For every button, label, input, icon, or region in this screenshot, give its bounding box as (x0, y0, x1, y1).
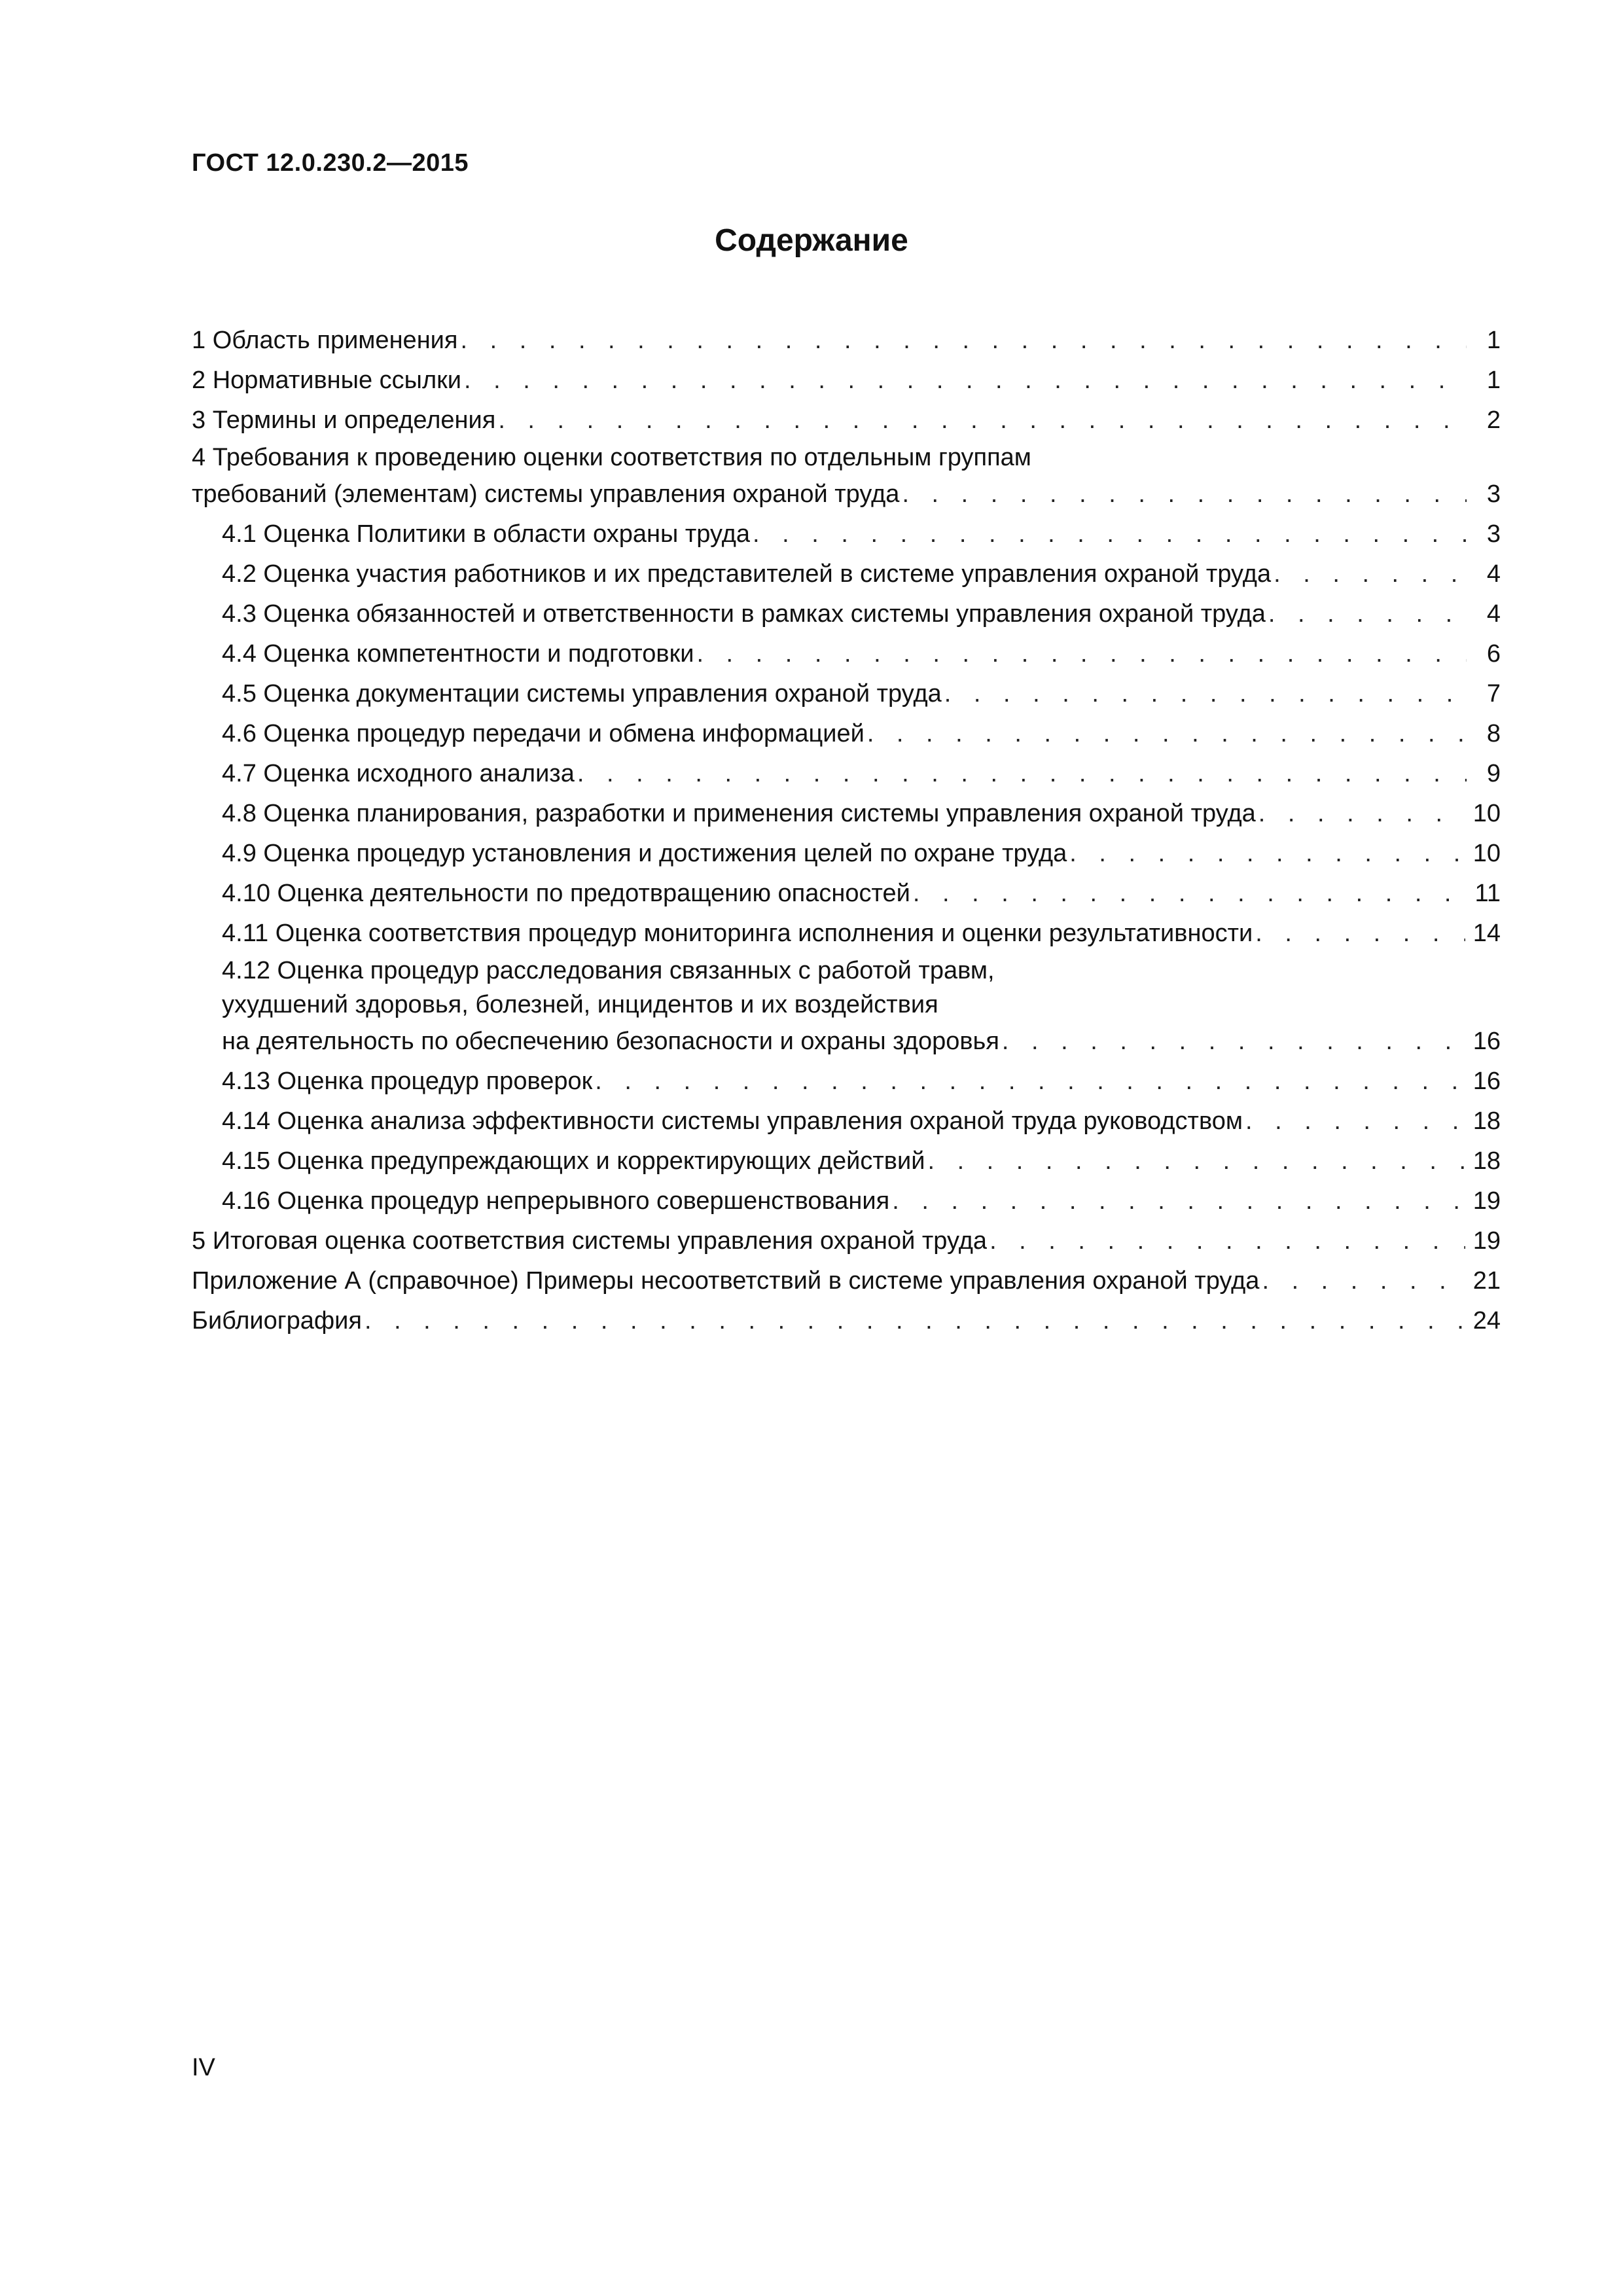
toc-entry-page: 3 (1486, 480, 1501, 508)
dot-leader (892, 1181, 1465, 1221)
toc-entry-page: 7 (1486, 680, 1501, 708)
toc-entry[interactable] (192, 674, 1501, 714)
toc-entry[interactable] (192, 834, 1501, 874)
toc-entry[interactable] (192, 1141, 1501, 1181)
toc-entry-main-line (192, 321, 1501, 361)
toc-entry-page: 1 (1486, 367, 1501, 394)
toc-entry-page: 18 (1472, 1147, 1501, 1175)
dot-leader (944, 674, 1467, 714)
toc-entry-main-line (222, 754, 1501, 794)
dot-leader (902, 475, 1467, 514)
toc-entry-page: 2 (1486, 406, 1501, 434)
toc-entry[interactable] (192, 754, 1501, 794)
toc-entry-page: 16 (1472, 1028, 1501, 1055)
dot-leader (1245, 1102, 1465, 1141)
toc-entry-main-line (222, 514, 1501, 554)
dot-leader (1258, 794, 1465, 834)
toc-entry[interactable] (192, 1062, 1501, 1102)
toc-entry-page: 21 (1472, 1267, 1501, 1295)
toc-entry[interactable] (192, 1301, 1501, 1341)
toc-entry[interactable] (192, 874, 1501, 914)
dot-leader (1262, 1261, 1465, 1301)
toc-entry-page: 16 (1472, 1067, 1501, 1095)
table-of-contents (192, 321, 1501, 1341)
toc-entry[interactable] (192, 401, 1501, 440)
toc-entry-title: 4.5 Оценка документации системы управления охраной труда (222, 680, 942, 708)
toc-entry-title: 2 Нормативные ссылки (192, 367, 461, 394)
dot-leader (1069, 834, 1465, 874)
toc-entry-main-line (222, 834, 1501, 874)
toc-entry-page: 19 (1472, 1227, 1501, 1255)
dot-leader (498, 401, 1467, 440)
toc-entry-title: 4.14 Оценка анализа эффективности системы управления охраной труда руководством (222, 1107, 1243, 1135)
toc-entry[interactable] (192, 1102, 1501, 1141)
toc-entry[interactable] (192, 514, 1501, 554)
toc-entry-title: 4.4 Оценка компетентности и подготовки (222, 640, 694, 668)
dot-leader (1002, 1022, 1465, 1062)
toc-entry-page: 6 (1486, 640, 1501, 668)
dot-leader (990, 1221, 1465, 1261)
dot-leader (1255, 914, 1465, 954)
toc-entry-page: 3 (1486, 520, 1501, 548)
toc-entry-main-line (192, 1301, 1501, 1341)
toc-entry-main-line (192, 1261, 1501, 1301)
toc-entry-title: 4.10 Оценка деятельности по предотвращению опасностей (222, 880, 910, 907)
toc-entry-page: 1 (1486, 327, 1501, 354)
toc-entry-page: 10 (1472, 800, 1501, 827)
dot-leader (913, 874, 1467, 914)
toc-entry[interactable] (192, 1261, 1501, 1301)
toc-entry-line: 4 Требования к проведению оценки соответствия по отдельным группам (192, 444, 1031, 471)
toc-entry[interactable] (192, 634, 1501, 674)
toc-entry[interactable] (192, 440, 1501, 514)
toc-entry-title: 4.6 Оценка процедур передачи и обмена информацией (222, 720, 865, 747)
toc-entry-main-line (222, 874, 1501, 914)
dot-leader (595, 1062, 1465, 1102)
toc-entry-main-line (222, 674, 1501, 714)
dot-leader (867, 714, 1467, 754)
toc-entry-main-line (222, 594, 1501, 634)
toc-entry-title: 3 Термины и определения (192, 406, 496, 434)
toc-entry-page: 9 (1486, 760, 1501, 787)
toc-entry-title: 4.13 Оценка процедур проверок (222, 1067, 593, 1095)
toc-entry-title: 4.1 Оценка Политики в области охраны труда (222, 520, 751, 548)
document-code: ГОСТ 12.0.230.2—2015 (192, 149, 469, 177)
toc-entry[interactable] (192, 954, 1501, 1062)
toc-entry-main-line (222, 914, 1501, 954)
toc-entry-line: ухудшений здоровья, болезней, инцидентов и их воздействия (222, 991, 938, 1018)
toc-entry-main-line (192, 361, 1501, 401)
toc-entry-page: 19 (1472, 1187, 1501, 1215)
dot-leader (1274, 554, 1467, 594)
toc-entry[interactable] (192, 914, 1501, 954)
toc-entry[interactable] (192, 1221, 1501, 1261)
toc-entry-title: 4.8 Оценка планирования, разработки и применения системы управления охраной труда (222, 800, 1256, 827)
toc-entry-title: 4.16 Оценка процедур непрерывного совершенствования (222, 1187, 890, 1215)
toc-entry-main-line (192, 401, 1501, 440)
toc-entry-title: требований (элементам) системы управления охраной труда (192, 480, 900, 508)
dot-leader (753, 514, 1467, 554)
toc-entry-title: 4.9 Оценка процедур установления и достижения целей по охране труда (222, 840, 1067, 867)
toc-entry-title: 4.3 Оценка обязанностей и ответственности в рамках системы управления охраной труда (222, 600, 1266, 628)
toc-entry-title: 4.11 Оценка соответствия процедур мониторинга исполнения и оценки результативности (222, 920, 1253, 947)
toc-entry-title: 4.15 Оценка предупреждающих и корректирующих действий (222, 1147, 925, 1175)
toc-entry[interactable] (192, 361, 1501, 401)
toc-entry-title: 1 Область применения (192, 327, 458, 354)
toc-entry[interactable] (192, 594, 1501, 634)
dot-leader (460, 321, 1467, 361)
toc-entry-page: 8 (1486, 720, 1501, 747)
toc-entry[interactable] (192, 321, 1501, 361)
toc-entry-main-line (222, 794, 1501, 834)
toc-entry-page: 24 (1472, 1307, 1501, 1335)
toc-entry-page: 11 (1474, 880, 1501, 907)
toc-entry-title: Библиография (192, 1307, 362, 1335)
toc-entry-line: 4.12 Оценка процедур расследования связанных с работой травм, (222, 957, 995, 984)
page-number: IV (192, 2054, 215, 2081)
toc-entry-main-line (222, 634, 1501, 674)
toc-entry-main-line (222, 1181, 1501, 1221)
toc-entry-main-line (222, 714, 1501, 754)
toc-entry-page: 10 (1472, 840, 1501, 867)
dot-leader (577, 754, 1467, 794)
toc-entry-main-line (192, 1221, 1501, 1261)
toc-entry-title: 4.7 Оценка исходного анализа (222, 760, 575, 787)
toc-entry-page: 14 (1472, 920, 1501, 947)
toc-entry-page: 4 (1486, 560, 1501, 588)
toc-entry-main-line (222, 1062, 1501, 1102)
toc-entry-main-line (192, 475, 1501, 514)
toc-entry-main-line (222, 1022, 1501, 1062)
toc-entry[interactable] (192, 794, 1501, 834)
toc-entry[interactable] (192, 554, 1501, 594)
dot-leader (1268, 594, 1467, 634)
toc-entry[interactable] (192, 1181, 1501, 1221)
dot-leader (927, 1141, 1465, 1181)
dot-leader (365, 1301, 1465, 1341)
toc-entry-page: 18 (1472, 1107, 1501, 1135)
toc-entry-main-line (222, 1102, 1501, 1141)
dot-leader (464, 361, 1467, 401)
toc-entry-main-line (222, 554, 1501, 594)
toc-entry-title: 5 Итоговая оценка соответствия системы управления охраной труда (192, 1227, 988, 1255)
toc-title: Содержание (715, 223, 908, 258)
toc-entry-main-line (222, 1141, 1501, 1181)
toc-entry-page: 4 (1486, 600, 1501, 628)
toc-entry-title: Приложение А (справочное) Примеры несоответствий в системе управления охраной труда (192, 1267, 1260, 1295)
toc-entry-title: 4.2 Оценка участия работников и их представителей в системе управления охраной труда (222, 560, 1272, 588)
toc-entry[interactable] (192, 714, 1501, 754)
dot-leader (696, 634, 1467, 674)
toc-entry-title: на деятельность по обеспечению безопасности и охраны здоровья (222, 1028, 999, 1055)
